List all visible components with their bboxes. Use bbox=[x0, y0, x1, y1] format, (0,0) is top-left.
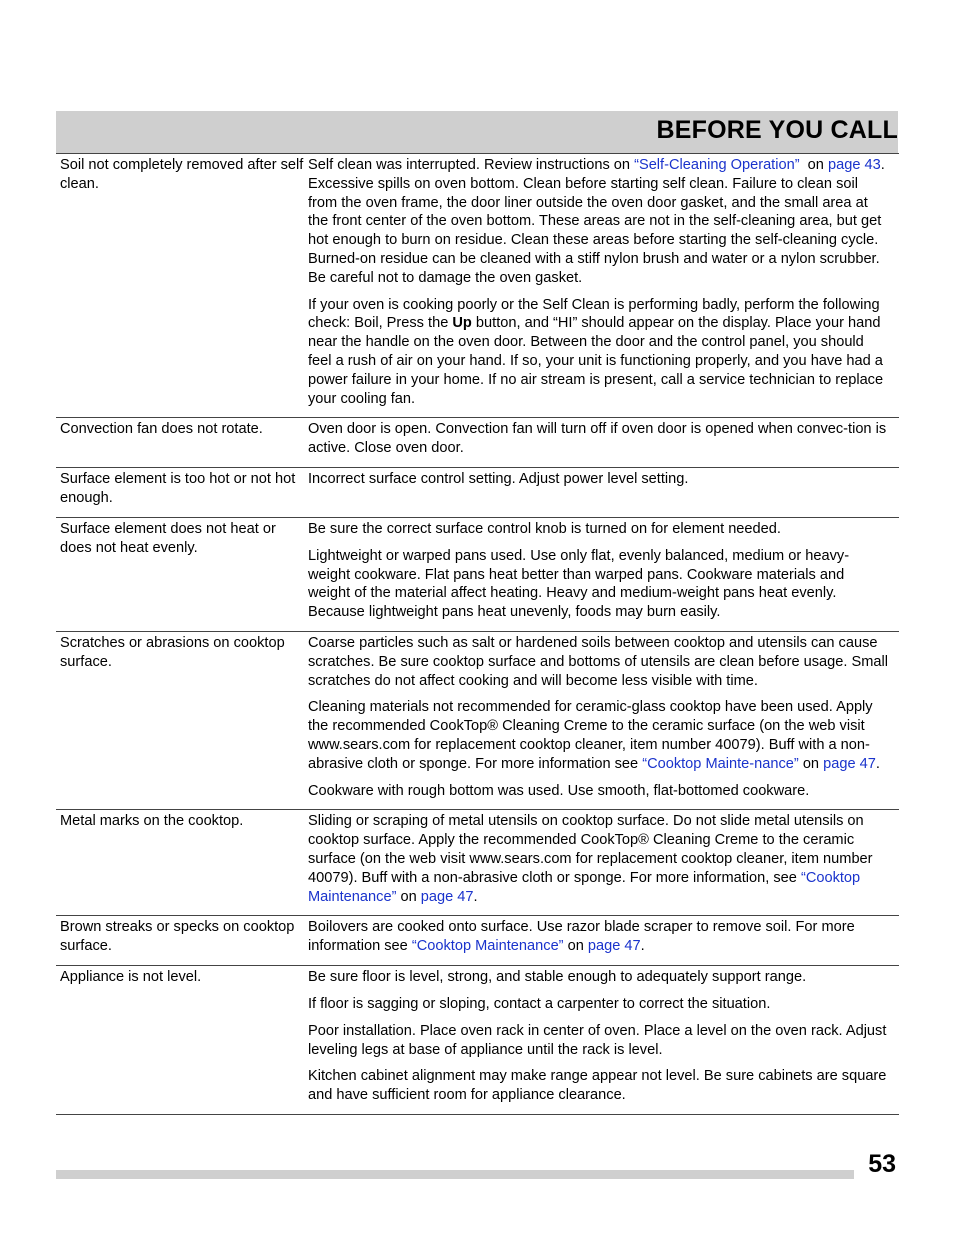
solution-cell bbox=[304, 812, 899, 906]
solution-paragraph bbox=[308, 698, 889, 773]
problem-cell: Brown streaks or specks on cooktop surface. bbox=[60, 919, 295, 955]
solution-paragraph: Lightweight or warped pans used. Use only flat, evenly balanced, medium or heavy-weight cookware. Flat pans heat better than warped pans. Cookware materials and weight of the material affect heating. Heavy and medium-weight pans heat evenly. Because lightweight pans heat unevenly, foods may burn easily. bbox=[308, 547, 850, 621]
solution-text: . bbox=[640, 938, 645, 955]
solution-text: . bbox=[473, 888, 478, 905]
solution-cell bbox=[304, 470, 899, 508]
solution-cell bbox=[304, 420, 899, 458]
solution-paragraph: Kitchen cabinet alignment may make range appear not level. Be sure cabinets are square and have sufficient room for appliance clearance. bbox=[308, 1068, 887, 1104]
link-cooktop-maintenance[interactable]: “Cooktop Maintenance” bbox=[308, 869, 861, 905]
link-page-47[interactable]: page 47 bbox=[587, 938, 641, 955]
problem-cell: Appliance is not level. bbox=[60, 969, 202, 986]
problem-cell: Surface element is too hot or not hot enough. bbox=[60, 470, 296, 506]
problem-cell: Soil not completely removed after self clean. bbox=[60, 157, 304, 192]
link-self-cleaning-operation[interactable]: “Self-Cleaning Operation” bbox=[634, 157, 800, 173]
table-row bbox=[56, 418, 899, 468]
link-page-43[interactable]: page 43 bbox=[827, 157, 881, 173]
solution-text: on bbox=[798, 755, 824, 772]
solution-paragraph: Cookware with rough bottom was used. Use smooth, flat-bottomed cookware. bbox=[308, 782, 810, 799]
page-title: BEFORE YOU CALL bbox=[656, 116, 898, 144]
solution-paragraph bbox=[308, 918, 889, 956]
table-row bbox=[56, 154, 899, 418]
solution-text: on bbox=[396, 888, 421, 905]
solution-paragraph bbox=[308, 156, 889, 288]
solution-text: . Excessive spills on oven bottom. Clean before starting self clean. Failure to clean soil from the oven frame, the door liner outside the oven door gasket, and the small area at the front center of the oven bottom. These areas are not in the self-cleaning area, but get hot enough to burn on residue. Clean these areas before starting the self-cleaning cycle. Burned-on residue can be cleaned with a stiff nylon brush and water or a nylon scrubber. Be careful not to damage the oven gasket. bbox=[308, 157, 885, 286]
solution-cell bbox=[304, 918, 899, 956]
solution-cell bbox=[304, 634, 899, 800]
link-cooktop-maintenance[interactable]: “Cooktop Mainte-nance” bbox=[642, 755, 799, 772]
solution-cell bbox=[304, 156, 899, 408]
solution-paragraph: If floor is sagging or sloping, contact a carpenter to correct the situation. bbox=[308, 996, 771, 1013]
solution-text: If your oven is cooking poorly or the Self Clean is performing badly, perform the following check: Boil, Press the bbox=[308, 296, 880, 332]
footer-bar bbox=[56, 1170, 854, 1179]
page-number: 53 bbox=[868, 1150, 896, 1178]
solution-text: Cleaning materials not recommended for ceramic-glass cooktop have been used. Apply the recommended CookTop® Cleaning Creme to the ceramic surface (on the web visit www.sears.com for replacement cooktop cleaner, item number 40079). Buff with a non-abrasive cloth or sponge. For more information see bbox=[308, 699, 873, 772]
solution-paragraph: Be sure the correct surface control knob is turned on for element needed. bbox=[308, 520, 781, 537]
table-row bbox=[56, 518, 899, 632]
problem-cell: Scratches or abrasions on cooktop surface. bbox=[60, 634, 285, 670]
solution-paragraph: Oven door is open. Convection fan will turn off if oven door is opened when convec-tion is active. Close oven door. bbox=[308, 421, 887, 457]
link-cooktop-maintenance[interactable]: “Cooktop Maintenance” bbox=[411, 938, 564, 955]
solution-text: Self clean was interrupted. Review instructions on bbox=[308, 157, 635, 173]
solution-paragraph bbox=[308, 296, 889, 409]
solution-text: Sliding or scraping of metal utensils on cooktop surface. Do not slide metal utensils on cooktop surface. Apply the recommended CookTop® Cleaning Creme to the ceramic surface (on the web visit www.sears.com for replacement cooktop cleaner, item number 40079). Buff with a non-abrasive cloth or sponge. For more information, see bbox=[308, 813, 873, 886]
header-band bbox=[56, 111, 898, 153]
link-page-47[interactable]: page 47 bbox=[420, 888, 474, 905]
table-row bbox=[56, 632, 899, 810]
table-row bbox=[56, 916, 899, 966]
solution-paragraph: Coarse particles such as salt or hardened soils between cooktop and utensils can cause scratches. Be sure cooktop surface and bottoms of utensils are clean before usage. Small scratches do not affect cooking and will become less visible with time. bbox=[308, 634, 889, 689]
problem-cell: Convection fan does not rotate. bbox=[60, 421, 263, 438]
table-row bbox=[56, 810, 899, 916]
solution-text: Boilovers are cooked onto surface. Use razor blade scraper to remove soil. For more information see bbox=[308, 919, 855, 955]
solution-paragraph bbox=[308, 812, 889, 906]
solution-paragraph: Incorrect surface control setting. Adjust power level setting. bbox=[308, 470, 689, 487]
solution-paragraph: Be sure floor is level, strong, and stable enough to adequately support range. bbox=[308, 969, 807, 986]
solution-cell bbox=[304, 520, 899, 622]
solution-text: on bbox=[563, 938, 588, 955]
table-row bbox=[56, 966, 899, 1115]
solution-paragraph: Poor installation. Place oven rack in center of oven. Place a level on the oven rack. Adjust leveling legs at base of appliance until the rack is level. bbox=[308, 1022, 887, 1058]
up-button-label: Up bbox=[452, 315, 472, 332]
solution-text: on bbox=[799, 157, 828, 173]
problem-cell: Surface element does not heat or does not heat evenly. bbox=[60, 520, 276, 556]
table-row bbox=[56, 468, 899, 518]
solution-cell bbox=[304, 968, 899, 1105]
solution-text: . bbox=[875, 755, 880, 772]
link-page-47[interactable]: page 47 bbox=[823, 755, 876, 772]
problem-cell: Metal marks on the cooktop. bbox=[60, 813, 244, 830]
solution-text: button, and “HI” should appear on the display. Place your hand near the handle on the oven door. Between the door and the control panel, you should feel a rush of air on your hand. If so, your unit is functioning properly, and you have had a power failure in your home. If no air stream is present, call a service technician to replace your cooling fan. bbox=[308, 315, 884, 407]
troubleshooting-table bbox=[56, 153, 899, 1115]
